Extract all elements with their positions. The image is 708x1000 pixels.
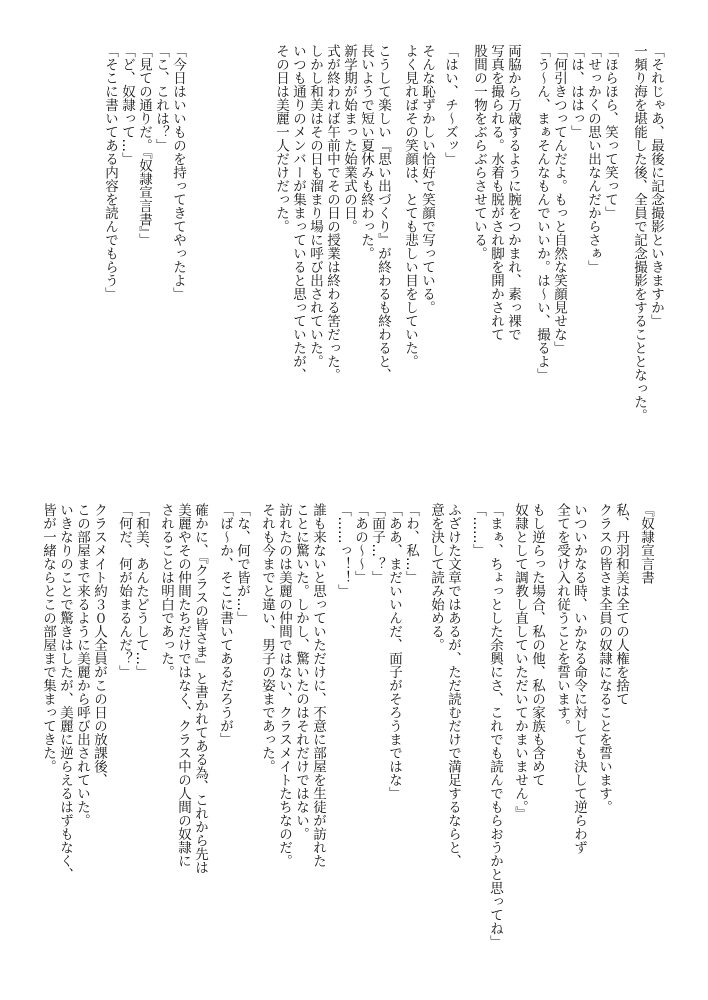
text-line: 股間の一物をぶらぶらさせている。: [471, 44, 487, 260]
text-line: 「……っ！！」: [335, 503, 351, 598]
text-line: クラスメイト約３０人全員がこの日の放課後、: [91, 503, 107, 787]
text-line: 長いようで短い夏休みも終わった。: [358, 44, 374, 260]
text-line: 「せっかくの思い出なんだからさぁ」: [585, 44, 601, 274]
paragraph: [630, 44, 664, 422]
paragraph: [115, 503, 149, 679]
text-line: 新学期が始まった始業式の日。: [341, 44, 357, 233]
paragraph: [637, 503, 654, 584]
text-line: 「ああ、まだいいんだ、面子がそろうまではな」: [386, 503, 402, 800]
text-line: 「今日はいいものを持ってきてやったよ」: [170, 44, 186, 301]
paragraph: [216, 503, 250, 746]
text-line: 『奴隷宣言書: [638, 503, 654, 584]
paragraph: [469, 503, 503, 949]
text-line: 全てを受け入れ従うことを誓います。: [554, 503, 570, 733]
text-line: 式が終われば午前中でその日の授業は終わる筈だった。: [324, 44, 340, 382]
text-line: 「何引きつってんだよ。もっと自然な笑顔見せな」: [551, 44, 567, 355]
text-line: 意を決して読み始める。: [428, 503, 444, 652]
paragraph: [401, 44, 435, 368]
text-line: 「はい、チ～ズッ」: [442, 44, 458, 166]
text-line: 「う～ん、まぁそんなもんでいいか。は～い、撮るよ」: [534, 44, 550, 382]
text-line: 「そこに書いてある内容を読んでもらう」: [102, 44, 118, 301]
text-line: 「ほらほら、笑って笑って」: [602, 44, 618, 220]
text-line: クラスの皆さま全員の奴隷になることを誓います。: [596, 503, 612, 814]
text-line: 「は、ははっ」: [568, 44, 584, 139]
text-line: 誰も来ないと思っていただけに、不意に部屋を生徒が訪れた: [310, 503, 326, 868]
paragraph: [101, 44, 186, 301]
text-line: されることは明白であった。: [158, 503, 174, 679]
text-line: その日は美麗一人だけだった。: [273, 44, 289, 233]
text-line: この部屋まで来るように美麗から呼び出されていた。: [74, 503, 90, 827]
paragraph: [39, 503, 107, 881]
lower-text-block: [31, 503, 654, 963]
paragraph: [511, 503, 545, 820]
text-line: 「まぁ、ちょっとした余興にさ、これでも読んでもらおうかと思ってね」: [487, 503, 503, 949]
paragraph: [533, 44, 618, 382]
text-line: 「ど、奴隷って…」: [119, 44, 135, 166]
paragraph: [553, 503, 587, 854]
paragraph: [157, 503, 208, 874]
text-line: 私、丹羽和美は全ての人権を捨て: [613, 503, 629, 706]
text-line: ふざけた文章ではあるが、ただ読むだけで満足するならと、: [445, 503, 461, 868]
text-line: 「あの～～」: [352, 503, 368, 584]
text-line: 両脇から万歳するように腕をつかまれ、素っ裸で: [505, 44, 521, 341]
text-line: 訪れたのは美麗の仲間ではない、クラスメイトたちなのだ。: [276, 503, 292, 868]
text-line: 「見ての通りだ。『奴隷宣言書』」: [136, 44, 152, 247]
text-line: 「……」: [470, 503, 486, 557]
paragraph: [441, 44, 458, 166]
text-line: 「わ、私…」: [403, 503, 419, 584]
text-line: 美麗やその仲間たちだけではなく、クラス中の人間の奴隷に: [175, 503, 191, 868]
paragraph: [470, 44, 521, 341]
text-line: 「な、何で皆が…」: [234, 503, 250, 625]
paragraph: [427, 503, 461, 868]
text-line: いついかなる時、いかなる命令に対しても決して逆らわず: [571, 503, 587, 854]
text-line: ことに驚いた。しかし、驚いたのはそれだけではない。: [293, 503, 309, 841]
paragraph: [595, 503, 629, 814]
paragraph: [334, 503, 419, 800]
text-line: もし逆らった場合、私の他、私の家族も含めて: [529, 503, 545, 787]
upper-text-block: [89, 44, 664, 464]
text-line: しかし和美はその日も溜まり場に呼び出されていた。: [307, 44, 323, 368]
text-line: 一頻り海を堪能した後、全員で記念撮影をすることとなった。: [631, 44, 647, 422]
text-line: 「面子…？」: [369, 503, 385, 584]
text-line: 「ば～か、そこに書いてあるだろうが」: [217, 503, 233, 746]
text-line: 「こ、これは？」: [153, 44, 169, 152]
text-line: 奴隷として調教し直していただいてかまいません。』: [512, 503, 528, 821]
text-line: 皆が一緒ならとこの部屋まで集まってきた。: [40, 503, 56, 773]
text-line: それも今までと違い、男子の姿まであった。: [259, 503, 275, 773]
text-line: 「それじゃあ、最後に記念撮影といきますか」: [648, 44, 664, 328]
text-line: よく見ればその笑顔は、とても悲しい目をしていた。: [402, 44, 418, 368]
text-line: いつも通りのメンバーが集まっていると思っていたが、: [290, 44, 306, 382]
text-line: 写真を撮られる。水着も脱がされ脚を開かされて: [488, 44, 504, 341]
paragraph: [272, 44, 391, 382]
text-line: こうして楽しい『思い出づくり』が終わるも終わると、: [375, 44, 391, 382]
text-line: 確かに、『クラスの皆さま』と書かれてある為、これから先は: [192, 503, 208, 875]
text-line: 「何だ、何が始まるんだ？」: [116, 503, 132, 679]
paragraph: [258, 503, 326, 868]
text-line: そんな恥ずかしい恰好で笑顔で写っている。: [419, 44, 435, 314]
text-line: いきなりのことで驚きはしたが、美麗に逆らえるはずもなく、: [57, 503, 73, 881]
text-line: 「和美、あんたどうして…」: [133, 503, 149, 679]
